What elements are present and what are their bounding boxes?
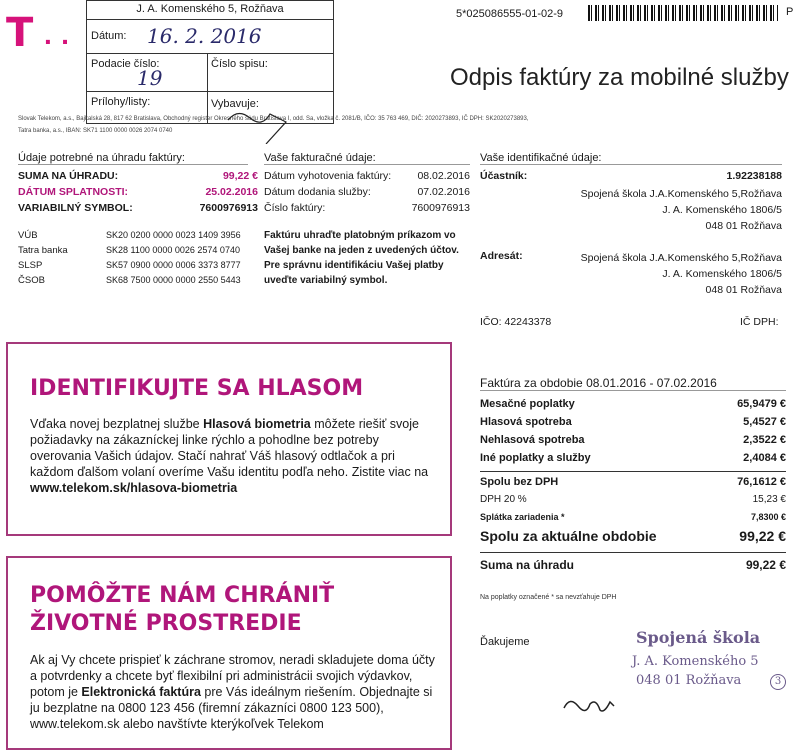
school-stamp-line1: Spojená škola [636, 628, 761, 647]
net-total-label: Spolu bez DPH [480, 476, 559, 488]
divider [480, 471, 786, 472]
school-stamp-number: 3 [770, 674, 786, 690]
device-value: 7,8300 € [750, 512, 786, 522]
stamp-date-row [87, 19, 333, 52]
payment-note: Faktúru uhraďte platobným príkazom vo Vašej banke na jeden z uvedených účtov. Pre správnu identifikáciu Vašej platby uveďte variabilný symbol. [264, 230, 459, 286]
promo-e-invoice [6, 556, 452, 750]
icdph: IČ DPH: [740, 316, 779, 328]
stamp-divider [207, 53, 208, 123]
promo1-text [30, 416, 440, 496]
invoice-row-value: 08.02.2016 [417, 170, 470, 182]
promo1-text-pre: Vďaka novej bezplatnej službe [30, 417, 204, 431]
promo2-text-bold: Elektronická faktúra [81, 685, 201, 699]
stamp-file-label: Číslo spisu: [211, 58, 268, 70]
identification-header: Vaše identifikačné údaje: [480, 152, 782, 165]
bank-name: VÚB [18, 230, 38, 241]
summary-row-label: Nehlasová spotreba [480, 434, 585, 446]
addressee-label: Adresát: [480, 250, 523, 262]
bank-name: ČSOB [18, 275, 45, 286]
telekom-logo-dots: · · [44, 26, 71, 57]
bank-iban: SK20 0200 0000 0023 1409 3956 [106, 230, 241, 240]
amount-due-label: Suma na úhradu [480, 558, 575, 572]
bank-iban: SK57 0900 0000 0006 3373 8777 [106, 260, 241, 270]
promo2-title-line2: ŽIVOTNÉ PROSTREDIE [30, 611, 302, 636]
promo2-title-line1: POMÔŽTE NÁM CHRÁNIŤ [30, 583, 335, 608]
participant-line: Spojená škola J.A.Komenského 5,Rožňava [580, 188, 782, 200]
stamp-date-label: Dátum: [91, 30, 127, 42]
stamp-handled-label: Vybavuje: [211, 98, 259, 110]
period-total-value: 99,22 € [739, 528, 786, 544]
summary-row-value: 65,9479 € [737, 398, 786, 410]
amount-due-value: 99,22 € [745, 558, 786, 572]
school-stamp-line3: 048 01 Rožňava [636, 673, 742, 688]
summary-row-label: Iné poplatky a služby [480, 452, 591, 464]
stamp-attach-label: Prílohy/listy: [91, 96, 151, 108]
sum-value: 99,22 € [222, 170, 258, 182]
sum-label: SUMA NA ÚHRADU: [18, 170, 119, 182]
period-total-label: Spolu za aktuálne obdobie [480, 528, 657, 544]
promo2-text-post: pre Vás ideálnym riešením. Objednajte si ju bezplatne na 0800 123 456 (firemní zákazníci 0800 123 500), www.telekom.sk alebo navštívte kterýkoľvek Telekom [30, 685, 433, 731]
ico: IČO: 42243378 [480, 316, 552, 328]
barcode [588, 5, 778, 21]
stamp-scribble [226, 104, 306, 144]
promo2-text-pre: Ak aj Vy chcete prispieť k záchrane stromov, neradi skladujete doma účty a potvrdenky a chcete byť flexibilní pri administrácii svojich výdavkov, potom je [30, 653, 435, 699]
thanks: Ďakujeme [480, 636, 530, 648]
bank-iban-list [106, 228, 241, 288]
vs-label: VARIABILNÝ SYMBOL: [18, 202, 133, 214]
payment-header: Údaje potrebné na úhradu faktúry: [18, 152, 248, 165]
company-info-line1: Slovak Telekom, a.s., Bajkalská 28, 817 62 Bratislava, Obchodný register Okresného súdu Bratislava I, odd. Sa, vložka č. 2081/B, IČO: 35 763 469, DIČ: 2020273893, IČ DPH: SK2020273893, [18, 116, 529, 122]
participant-line: 048 01 Rožňava [705, 220, 782, 232]
addressee-line: J. A. Komenského 1806/5 [662, 268, 782, 280]
summary-row-value: 2,3522 € [743, 434, 786, 446]
invoice-row-label: Dátum dodania služby: [264, 186, 371, 198]
participant-address [540, 186, 782, 234]
telekom-logo: T [6, 10, 36, 56]
promo1-title: IDENTIFIKUJTE SA HLASOM [30, 376, 364, 401]
stamp-reg-label: Podacie číslo: [91, 58, 160, 70]
due-value: 25.02.2016 [205, 186, 258, 198]
participant-label: Účastník: [480, 170, 528, 182]
vat-value: 15,23 € [752, 494, 786, 505]
promo2-title [30, 582, 334, 638]
page-title: Odpis faktúry za mobilné služby [450, 64, 789, 91]
stamp-date-value: 16. 2. 2016 [147, 24, 262, 48]
signature [560, 688, 620, 718]
school-stamp-line2: J. A. Komenského 5 [632, 654, 759, 669]
due-label: DÁTUM SPLATNOSTI: [18, 186, 129, 198]
summary-row-label: Hlasová spotreba [480, 416, 572, 428]
promo1-text-post: môžete riešiť svoje požiadavky na zákazníckej linke rýchlo a pohodlne bez potreby overovania Vašich údajov. Stačí nahrať Váš hlasový odtlačok a pri každom ďalšom volaní overíme Vašu identitu podľa neho. Zistite viac na [30, 417, 429, 479]
bank-name: Tatra banka [18, 245, 68, 256]
invoice-row-label: Dátum vyhotovenia faktúry: [264, 170, 392, 182]
vs-value: 7600976913 [199, 202, 258, 214]
addressee-address [540, 250, 782, 298]
divider [480, 552, 786, 553]
promo2-text [30, 652, 440, 732]
participant-line: J. A. Komenského 1806/5 [662, 204, 782, 216]
bank-iban: SK28 1100 0000 0026 2574 0740 [106, 245, 240, 255]
document-number: 5*025086555-01-02-9 [456, 8, 564, 20]
promo1-link[interactable]: www.telekom.sk/hlasova-biometria [30, 481, 238, 495]
invoice-row-value: 7600976913 [411, 202, 470, 214]
bank-iban: SK68 7500 0000 0000 2550 5443 [106, 275, 241, 285]
company-info-line2: Tatra banka, a.s., IBAN: SK71 1100 0000 0026 2074 0740 [18, 128, 173, 134]
period-header: Faktúra za obdobie 08.01.2016 - 07.02.2016 [480, 376, 786, 391]
net-total-value: 76,1612 € [737, 476, 786, 488]
invoice-row-label: Číslo faktúry: [264, 202, 326, 214]
promo1-text-bold: Hlasová biometria [203, 417, 311, 431]
invoice-header: Vaše fakturačné údaje: [264, 152, 470, 165]
period-summary [480, 376, 786, 581]
stamp-reg-row [87, 53, 333, 88]
vat-label: DPH 20 % [480, 494, 527, 505]
bank-name: SLSP [18, 260, 43, 271]
footnote: Na poplatky označené * sa nevzťahuje DPH [480, 594, 617, 601]
stamp-address: J. A. Komenského 5, Rožňava [136, 3, 284, 15]
invoice-row-value: 07.02.2016 [417, 186, 470, 198]
participant-value: 1.92238188 [726, 170, 782, 182]
bank-list [18, 228, 68, 288]
stamp-reg-value: 19 [137, 66, 163, 90]
addressee-line: 048 01 Rožňava [705, 284, 782, 296]
summary-row-value: 5,4527 € [743, 416, 786, 428]
page-marker: P [786, 6, 794, 18]
summary-row-label: Mesačné poplatky [480, 398, 575, 410]
addressee-line: Spojená škola J.A.Komenského 5,Rožňava [580, 252, 782, 264]
device-label: Splátka zariadenia * [480, 512, 565, 522]
summary-row-value: 2,4084 € [743, 452, 786, 464]
promo-voice-biometrics [6, 342, 452, 536]
